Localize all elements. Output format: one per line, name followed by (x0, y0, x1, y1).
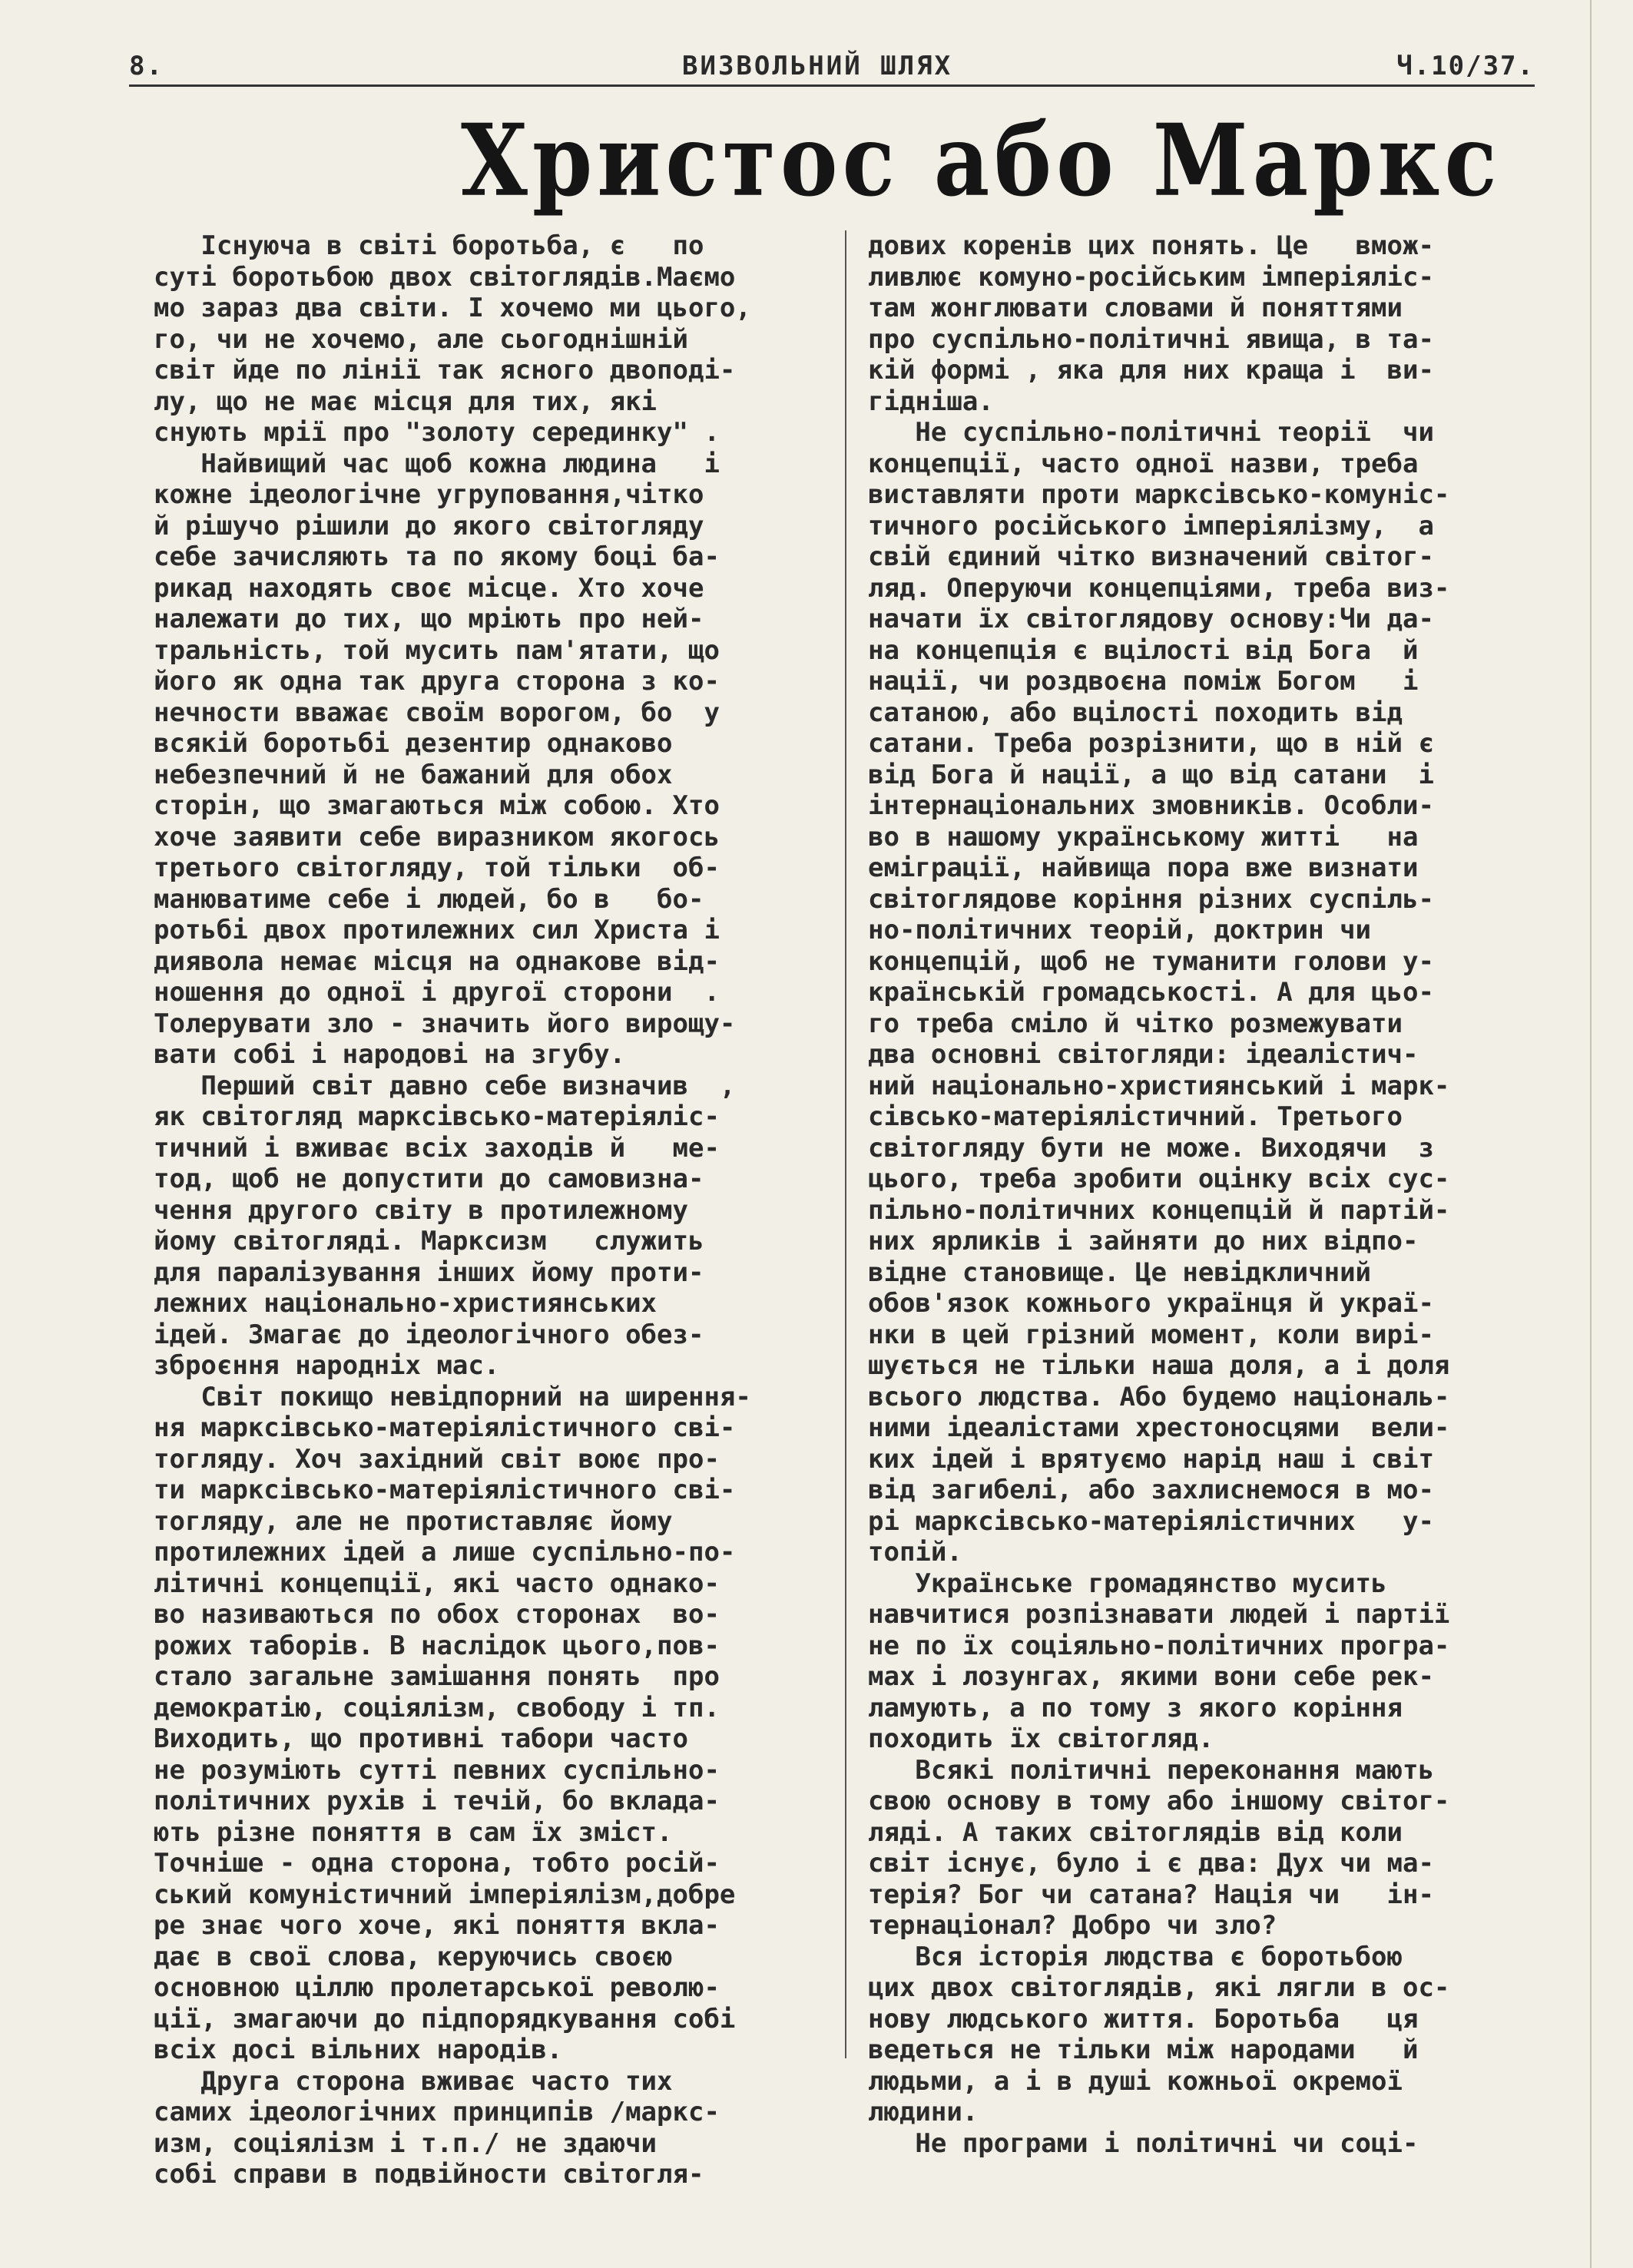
text-line: рикад находять своє місце. Хто хоче (154, 572, 704, 604)
text-line: світ існує, було і є два: Дух чи ма- (868, 1848, 1434, 1879)
text-line: ламують, а по тому з якого коріння (868, 1692, 1403, 1723)
text-line: й рішучо рішили до якого світогляду (154, 510, 704, 541)
text-line: два основні світогляди: ідеалістич- (868, 1039, 1419, 1070)
text-line: ляді. А таких світоглядів від коли (868, 1816, 1403, 1848)
right-column (868, 230, 1559, 2159)
left-column (154, 230, 845, 2190)
text-line: політичних рухів і течій, бо вклада- (154, 1786, 720, 1816)
text-line: країнській громадськості. А для цьо- (868, 977, 1434, 1008)
text-line: сівсько-матеріялістичний. Третього (868, 1101, 1403, 1132)
text-line: ляд. Оперуючи концепціями, треба виз- (868, 572, 1450, 604)
text-line: нову людського життя. Боротьба ця (868, 2003, 1419, 2035)
text-line: йому світогляді. Марксизм служить (154, 1226, 704, 1257)
text-line: нації, чи роздвоєна поміж Богом і (868, 666, 1419, 697)
text-line: начати їх світоглядову основу:Чи да- (868, 604, 1434, 634)
text-line: Толерувати зло - значить його вирощу- (154, 1008, 736, 1039)
text-line: світогляду бути не може. Виходячи з (868, 1132, 1434, 1164)
text-line: тогляду. Хоч західний світ воює про- (154, 1443, 720, 1475)
text-line: свою основу в тому або іншому світог- (868, 1786, 1450, 1816)
text-line: всіх досі вільних народів. (154, 2035, 563, 2065)
text-line: тод, щоб не допустити до самовизна- (154, 1164, 704, 1194)
text-line: ський комуністичний імперіялізм,добре (154, 1879, 736, 1910)
text-line: всякій боротьбі дезентир однаково (154, 728, 673, 759)
text-line: не по їх соціяльно-політичних програ- (868, 1630, 1450, 1661)
text-line: ти марксівсько-матеріялістичного сві- (154, 1475, 736, 1505)
page-fold-line (1590, 0, 1592, 2268)
text-line: стало загальне замішання понять про (154, 1661, 720, 1692)
text-line: тичний і вживає всіх заходів й ме- (154, 1132, 720, 1164)
publication-title: ВИЗВОЛЬНИЙ ШЛЯХ (682, 51, 953, 81)
text-line: цього, треба зробити оцінку всіх сус- (868, 1164, 1450, 1194)
text-line: тогляду, але не протиставляє йому (154, 1505, 673, 1537)
text-line: третього світогляду, той тільки об- (154, 853, 720, 883)
text-line: тральність, той мусить пам'ятати, що (154, 634, 720, 666)
text-line: нки в цей грізний момент, коли вирі- (868, 1319, 1434, 1350)
text-line: пільно-політичних концепцій й партій- (868, 1194, 1450, 1226)
text-line: літичні концепції, які часто однако- (154, 1568, 720, 1599)
text-line: Українське громадянство мусить (868, 1568, 1387, 1599)
text-line: Перший світ давно себе визначив , (154, 1070, 736, 1101)
text-line: рожих таборів. В наслідок цього,пов- (154, 1630, 720, 1661)
text-line: топій. (868, 1537, 962, 1568)
text-line: еміграції, найвища пора вже визнати (868, 853, 1419, 883)
text-line: кожне ідеологічне угруповання,чітко (154, 479, 704, 510)
text-line: дає в свої слова, керуючись своєю (154, 1941, 673, 1972)
text-line: основною ціллю пролетарської револю- (154, 1972, 720, 2003)
text-line: тичного російського імперіялізму, а (868, 510, 1434, 541)
text-line: мо зараз два світи. І хочемо ми цього, (154, 293, 751, 323)
text-line: самих ідеологічних принципів /маркс- (154, 2097, 720, 2127)
text-line: кій формі , яка для них краща і ви- (868, 355, 1434, 386)
text-line: вати собі і народові на згубу. (154, 1039, 626, 1070)
text-line: Вся історія людства є боротьбою (868, 1941, 1403, 1972)
text-line: ний національно-християнський і марк- (868, 1070, 1450, 1101)
text-line: Точніше - одна сторона, тобто росій- (154, 1848, 720, 1879)
text-line: концепції, часто одної назви, треба (868, 448, 1419, 479)
text-line: ними ідеалістами хрестоносцями вели- (868, 1412, 1450, 1443)
text-line: себе зачисляють та по якому боці ба- (154, 541, 720, 572)
text-line: його як одна так друга сторона з ко- (154, 666, 720, 697)
text-line: ють різне поняття в сам їх зміст. (154, 1816, 673, 1848)
text-line: протилежних ідей а лише суспільно-по- (154, 1537, 736, 1568)
text-line: чення другого світу в протилежному (154, 1194, 688, 1226)
text-line: від загибелі, або захлиснемося в мо- (868, 1475, 1434, 1505)
text-line: дових коренів цих понять. Це вмож- (868, 230, 1434, 261)
article-title: Христос або Маркс (461, 103, 1502, 219)
text-line: цих двох світоглядів, які лягли в ос- (868, 1972, 1450, 2003)
text-line: во в нашому українському житті на (868, 821, 1419, 853)
issue-number: Ч.10/37. (1396, 51, 1535, 81)
text-line: навчитися розпізнавати людей і партії (868, 1599, 1450, 1630)
text-line: ведеться не тільки між народами й (868, 2035, 1419, 2065)
text-line: там жонглювати словами й поняттями (868, 293, 1403, 323)
text-line: тернаціонал? Добро чи зло? (868, 1910, 1277, 1941)
text-line: концепцій, щоб не туманити голови у- (868, 945, 1434, 977)
text-line: лежних національно-християнських (154, 1288, 658, 1319)
text-line: від Бога й нації, а що від сатани і (868, 759, 1434, 790)
text-line: обов'язок кожнього українця й украї- (868, 1288, 1434, 1319)
text-line: гідніша. (868, 386, 994, 417)
text-line: ідей. Змагає до ідеологічного обез- (154, 1319, 704, 1350)
text-line: Всякі політичні переконання мають (868, 1754, 1434, 1786)
text-line: демократію, соціялізм, свободу і тп. (154, 1692, 720, 1723)
text-line: зброєння народніх мас. (154, 1350, 500, 1381)
text-line: во називаються по обох сторонах во- (154, 1599, 720, 1630)
page-header (129, 46, 1535, 84)
text-line: про суспільно-політичні явища, в та- (868, 323, 1434, 355)
text-line: ре знає чого хоче, які поняття вкла- (154, 1910, 720, 1941)
text-line: но-політичних теорій, доктрин чи (868, 915, 1372, 945)
text-line: Не суспільно-політичні теорії чи (868, 417, 1434, 448)
text-line: сторін, що змагаються між собою. Хто (154, 790, 720, 821)
text-line: небезпечний й не бажаний для обох (154, 759, 673, 790)
text-line: ких ідей і врятуємо нарід наш і світ (868, 1443, 1434, 1475)
text-line: для паралізування інших йому проти- (154, 1257, 704, 1288)
text-line: изм, соціялізм і т.п./ не здаючи (154, 2127, 658, 2159)
text-line: го треба сміло й чітко розмежувати (868, 1008, 1403, 1039)
text-line: належати до тих, що мріють про ней- (154, 604, 704, 634)
text-line: манюватиме себе і людей, бо в бо- (154, 883, 704, 915)
text-line: Найвищий час щоб кожна людина і (154, 448, 720, 479)
text-line: походить їх світогляд. (868, 1723, 1214, 1754)
text-line: лу, що не має місця для тих, які (154, 386, 658, 417)
text-line: хоче заявити себе виразником якогось (154, 821, 720, 853)
column-divider (845, 230, 846, 2058)
text-line: нечности вважає своїм ворогом, бо у (154, 697, 720, 728)
text-line: Світ покищо невідпорний на ширення- (154, 1381, 751, 1412)
text-line: го, чи не хочемо, але сьогоднішній (154, 323, 688, 355)
text-line: відне становище. Це невідкличний (868, 1257, 1372, 1288)
text-line: Не програми і політичні чи соці- (868, 2127, 1419, 2159)
text-line: не розуміють сутті певних суспільно- (154, 1754, 720, 1786)
text-line: мах і лозунгах, якими вони себе рек- (868, 1661, 1434, 1692)
text-line: рі марксівсько-матеріялістичних у- (868, 1505, 1434, 1537)
text-line: виставляти проти марксівсько-комуніс- (868, 479, 1450, 510)
text-line: сатани. Треба розрізнити, що в ній є (868, 728, 1434, 759)
text-line: людини. (868, 2097, 979, 2127)
text-line: Виходить, що противні табори часто (154, 1723, 688, 1754)
text-line: терія? Бог чи сатана? Нація чи ін- (868, 1879, 1434, 1910)
text-line: світ йде по лінії так ясного двоподі- (154, 355, 736, 386)
text-line: як світогляд марксівсько-матеріяліс- (154, 1101, 720, 1132)
text-line: шується не тільки наша доля, а і доля (868, 1350, 1450, 1381)
text-line: світоглядове коріння різних суспіль- (868, 883, 1434, 915)
text-line: ливлює комуно-російським імперіяліс- (868, 261, 1434, 293)
text-line: Існуюча в світі боротьба, є по (154, 230, 704, 261)
text-line: ношення до одної і другої сторони . (154, 977, 720, 1008)
page-number: 8. (129, 51, 164, 81)
text-line: диявола немає місця на однакове від- (154, 945, 720, 977)
text-line: снують мрії про "золоту серединку" . (154, 417, 720, 448)
text-line: ня марксівсько-матеріялістичного сві- (154, 1412, 736, 1443)
text-line: ротьбі двох протилежних сил Христа і (154, 915, 720, 945)
text-line: свій єдиний чітко визначений світог- (868, 541, 1434, 572)
text-line: на концепція є вцілості від Бога й (868, 634, 1419, 666)
header-rule (129, 84, 1535, 87)
text-line: суті боротьбою двох світоглядів.Маємо (154, 261, 736, 293)
text-line: Друга сторона вживає часто тих (154, 2065, 673, 2097)
text-line: собі справи в подвійности світогля- (154, 2159, 704, 2190)
text-line: ції, змагаючи до підпорядкування собі (154, 2003, 736, 2035)
text-line: них ярликів і зайняти до них відпо- (868, 1226, 1419, 1257)
text-line: всього людства. Або будемо національ- (868, 1381, 1450, 1412)
text-line: сатаною, або вцілості походить від (868, 697, 1403, 728)
text-line: людьми, а і в душі кожньої окремої (868, 2065, 1403, 2097)
text-line: інтернаціональних змовників. Особли- (868, 790, 1434, 821)
